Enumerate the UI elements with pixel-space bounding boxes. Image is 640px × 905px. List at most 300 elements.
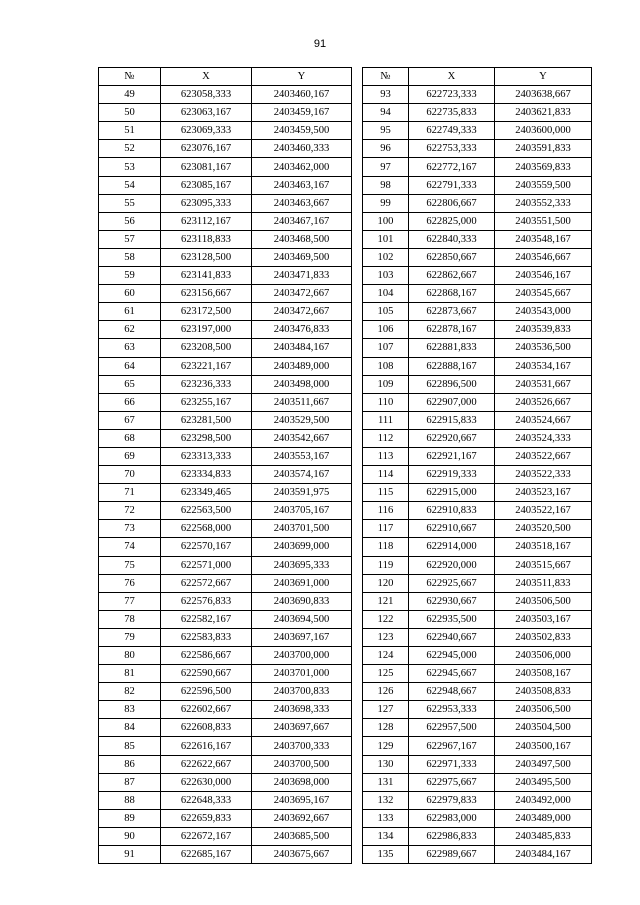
cell-x: 622953,333 — [409, 701, 495, 719]
cell-x: 622967,167 — [409, 737, 495, 755]
cell-x: 623334,833 — [161, 466, 252, 484]
cell-number: 116 — [363, 502, 409, 520]
cell-y: 2403701,500 — [252, 520, 352, 538]
cell-x: 623069,333 — [161, 122, 252, 140]
cell-number: 76 — [99, 574, 161, 592]
cell-x: 622590,667 — [161, 665, 252, 683]
cell-x: 622975,667 — [409, 773, 495, 791]
cell-y: 2403531,667 — [495, 375, 592, 393]
cell-x: 622920,000 — [409, 556, 495, 574]
cell-y: 2403511,667 — [252, 393, 352, 411]
cell-number: 75 — [99, 556, 161, 574]
cell-y: 2403524,667 — [495, 411, 592, 429]
cell-x: 622582,167 — [161, 610, 252, 628]
cell-y: 2403459,167 — [252, 104, 352, 122]
cell-number: 106 — [363, 321, 409, 339]
table-row — [363, 140, 592, 158]
cell-number: 127 — [363, 701, 409, 719]
cell-x: 622630,000 — [161, 773, 252, 791]
cell-number: 93 — [363, 86, 409, 104]
cell-x: 622685,167 — [161, 846, 252, 864]
table-row — [99, 321, 352, 339]
cell-x: 622919,333 — [409, 466, 495, 484]
cell-x: 622571,000 — [161, 556, 252, 574]
cell-number: 99 — [363, 194, 409, 212]
cell-y: 2403462,000 — [252, 158, 352, 176]
cell-number: 81 — [99, 665, 161, 683]
cell-y: 2403534,167 — [495, 357, 592, 375]
cell-number: 61 — [99, 303, 161, 321]
table-row — [363, 610, 592, 628]
cell-x: 622672,167 — [161, 827, 252, 845]
cell-y: 2403484,167 — [495, 846, 592, 864]
cell-x: 623236,333 — [161, 375, 252, 393]
cell-y: 2403553,167 — [252, 447, 352, 465]
cell-number: 54 — [99, 176, 161, 194]
table-row — [363, 393, 592, 411]
table-row — [363, 104, 592, 122]
cell-x: 623118,833 — [161, 230, 252, 248]
table-row — [99, 357, 352, 375]
cell-x: 622648,333 — [161, 791, 252, 809]
table-row — [99, 665, 352, 683]
table-row — [363, 285, 592, 303]
table-row — [363, 194, 592, 212]
cell-y: 2403695,333 — [252, 556, 352, 574]
cell-number: 94 — [363, 104, 409, 122]
coordinates-table-left — [98, 67, 352, 864]
cell-y: 2403698,000 — [252, 773, 352, 791]
cell-y: 2403502,833 — [495, 628, 592, 646]
table-row — [99, 375, 352, 393]
cell-y: 2403574,167 — [252, 466, 352, 484]
cell-number: 70 — [99, 466, 161, 484]
cell-x: 622896,500 — [409, 375, 495, 393]
cell-x: 622989,667 — [409, 846, 495, 864]
cell-number: 72 — [99, 502, 161, 520]
header-number: № — [99, 68, 161, 86]
cell-x: 622791,333 — [409, 176, 495, 194]
table-row — [99, 556, 352, 574]
cell-y: 2403675,667 — [252, 846, 352, 864]
cell-number: 64 — [99, 357, 161, 375]
cell-number: 131 — [363, 773, 409, 791]
table-row — [363, 466, 592, 484]
cell-y: 2403694,500 — [252, 610, 352, 628]
cell-x: 622806,667 — [409, 194, 495, 212]
cell-x: 623281,500 — [161, 411, 252, 429]
cell-number: 115 — [363, 484, 409, 502]
table-row — [363, 122, 592, 140]
cell-y: 2403705,167 — [252, 502, 352, 520]
table-row — [99, 339, 352, 357]
table-row — [99, 737, 352, 755]
cell-y: 2403518,167 — [495, 538, 592, 556]
cell-y: 2403463,167 — [252, 176, 352, 194]
cell-number: 80 — [99, 647, 161, 665]
table-row — [99, 466, 352, 484]
cell-number: 125 — [363, 665, 409, 683]
table-row — [363, 321, 592, 339]
table-row — [363, 303, 592, 321]
table-row — [99, 809, 352, 827]
table-row — [99, 447, 352, 465]
cell-number: 83 — [99, 701, 161, 719]
cell-x: 623095,333 — [161, 194, 252, 212]
cell-number: 98 — [363, 176, 409, 194]
cell-x: 622907,000 — [409, 393, 495, 411]
coordinates-table-right — [362, 67, 592, 864]
cell-y: 2403506,500 — [495, 592, 592, 610]
cell-x: 622915,833 — [409, 411, 495, 429]
cell-number: 122 — [363, 610, 409, 628]
cell-y: 2403522,667 — [495, 447, 592, 465]
cell-number: 126 — [363, 683, 409, 701]
cell-number: 135 — [363, 846, 409, 864]
table-row — [99, 827, 352, 845]
cell-number: 49 — [99, 86, 161, 104]
cell-x: 622659,833 — [161, 809, 252, 827]
cell-number: 82 — [99, 683, 161, 701]
table-row — [363, 520, 592, 538]
table-row — [99, 158, 352, 176]
table-row — [99, 176, 352, 194]
table-row — [99, 140, 352, 158]
cell-y: 2403523,167 — [495, 484, 592, 502]
cell-x: 622622,667 — [161, 755, 252, 773]
cell-x: 622850,667 — [409, 248, 495, 266]
cell-number: 66 — [99, 393, 161, 411]
cell-number: 84 — [99, 719, 161, 737]
table-row — [99, 502, 352, 520]
table-row — [99, 592, 352, 610]
cell-x: 622862,667 — [409, 267, 495, 285]
cell-y: 2403515,667 — [495, 556, 592, 574]
cell-x: 622921,167 — [409, 447, 495, 465]
table-row — [363, 683, 592, 701]
cell-x: 622749,333 — [409, 122, 495, 140]
cell-number: 56 — [99, 212, 161, 230]
cell-y: 2403522,333 — [495, 466, 592, 484]
cell-x: 622881,833 — [409, 339, 495, 357]
cell-number: 133 — [363, 809, 409, 827]
table-row — [99, 719, 352, 737]
cell-y: 2403467,167 — [252, 212, 352, 230]
cell-x: 622772,167 — [409, 158, 495, 176]
table-row — [363, 538, 592, 556]
cell-number: 120 — [363, 574, 409, 592]
cell-number: 100 — [363, 212, 409, 230]
cell-x: 622753,333 — [409, 140, 495, 158]
cell-number: 71 — [99, 484, 161, 502]
cell-y: 2403472,667 — [252, 285, 352, 303]
cell-y: 2403511,833 — [495, 574, 592, 592]
cell-y: 2403542,667 — [252, 429, 352, 447]
cell-x: 622576,833 — [161, 592, 252, 610]
table-row — [363, 592, 592, 610]
cell-x: 623298,500 — [161, 429, 252, 447]
cell-y: 2403492,000 — [495, 791, 592, 809]
header-number: № — [363, 68, 409, 86]
cell-number: 78 — [99, 610, 161, 628]
cell-y: 2403497,500 — [495, 755, 592, 773]
cell-x: 622925,667 — [409, 574, 495, 592]
table-row — [99, 104, 352, 122]
cell-y: 2403484,167 — [252, 339, 352, 357]
cell-number: 63 — [99, 339, 161, 357]
table-row — [363, 665, 592, 683]
cell-number: 58 — [99, 248, 161, 266]
page-number: 91 — [313, 38, 327, 50]
cell-number: 62 — [99, 321, 161, 339]
cell-x: 622920,667 — [409, 429, 495, 447]
cell-x: 622940,667 — [409, 628, 495, 646]
cell-x: 622608,833 — [161, 719, 252, 737]
cell-y: 2403495,500 — [495, 773, 592, 791]
cell-x: 623128,500 — [161, 248, 252, 266]
cell-number: 111 — [363, 411, 409, 429]
cell-y: 2403569,833 — [495, 158, 592, 176]
table-row — [363, 86, 592, 104]
table-row — [99, 755, 352, 773]
cell-x: 622723,333 — [409, 86, 495, 104]
cell-number: 90 — [99, 827, 161, 845]
cell-y: 2403508,833 — [495, 683, 592, 701]
header-y: Y — [495, 68, 592, 86]
table-row — [363, 719, 592, 737]
cell-x: 622986,833 — [409, 827, 495, 845]
cell-y: 2403522,167 — [495, 502, 592, 520]
cell-y: 2403698,333 — [252, 701, 352, 719]
table-row — [99, 538, 352, 556]
cell-y: 2403546,167 — [495, 267, 592, 285]
cell-number: 130 — [363, 755, 409, 773]
cell-y: 2403543,000 — [495, 303, 592, 321]
table-row — [363, 701, 592, 719]
table-row — [363, 846, 592, 864]
cell-number: 129 — [363, 737, 409, 755]
cell-y: 2403701,000 — [252, 665, 352, 683]
cell-x: 623112,167 — [161, 212, 252, 230]
cell-y: 2403559,500 — [495, 176, 592, 194]
cell-number: 52 — [99, 140, 161, 158]
table-row — [363, 628, 592, 646]
cell-number: 107 — [363, 339, 409, 357]
cell-x: 622930,667 — [409, 592, 495, 610]
cell-y: 2403621,833 — [495, 104, 592, 122]
table-row — [99, 683, 352, 701]
header-x: X — [409, 68, 495, 86]
cell-x: 622735,833 — [409, 104, 495, 122]
cell-y: 2403536,500 — [495, 339, 592, 357]
cell-y: 2403463,667 — [252, 194, 352, 212]
cell-x: 623156,667 — [161, 285, 252, 303]
cell-number: 51 — [99, 122, 161, 140]
cell-number: 77 — [99, 592, 161, 610]
table-row — [99, 846, 352, 864]
table-row — [363, 574, 592, 592]
table-row — [99, 429, 352, 447]
cell-y: 2403591,833 — [495, 140, 592, 158]
cell-number: 103 — [363, 267, 409, 285]
cell-number: 132 — [363, 791, 409, 809]
cell-number: 97 — [363, 158, 409, 176]
cell-x: 622915,000 — [409, 484, 495, 502]
cell-number: 118 — [363, 538, 409, 556]
cell-number: 123 — [363, 628, 409, 646]
cell-y: 2403476,833 — [252, 321, 352, 339]
cell-y: 2403459,500 — [252, 122, 352, 140]
cell-x: 622570,167 — [161, 538, 252, 556]
cell-number: 89 — [99, 809, 161, 827]
cell-y: 2403697,167 — [252, 628, 352, 646]
cell-y: 2403524,333 — [495, 429, 592, 447]
cell-y: 2403700,333 — [252, 737, 352, 755]
table-row — [363, 647, 592, 665]
cell-x: 623172,500 — [161, 303, 252, 321]
table-row — [99, 520, 352, 538]
cell-x: 622910,667 — [409, 520, 495, 538]
cell-x: 623255,167 — [161, 393, 252, 411]
table-row — [363, 212, 592, 230]
cell-y: 2403546,667 — [495, 248, 592, 266]
table-row — [99, 248, 352, 266]
cell-y: 2403638,667 — [495, 86, 592, 104]
table-row — [99, 411, 352, 429]
table-header-row — [363, 68, 592, 86]
cell-x: 622583,833 — [161, 628, 252, 646]
cell-number: 105 — [363, 303, 409, 321]
cell-number: 128 — [363, 719, 409, 737]
cell-y: 2403508,167 — [495, 665, 592, 683]
cell-y: 2403700,500 — [252, 755, 352, 773]
cell-y: 2403460,167 — [252, 86, 352, 104]
cell-x: 623063,167 — [161, 104, 252, 122]
cell-x: 622935,500 — [409, 610, 495, 628]
cell-y: 2403591,975 — [252, 484, 352, 502]
cell-y: 2403503,167 — [495, 610, 592, 628]
table-row — [363, 339, 592, 357]
cell-y: 2403504,500 — [495, 719, 592, 737]
table-row — [99, 285, 352, 303]
cell-number: 119 — [363, 556, 409, 574]
cell-y: 2403489,000 — [495, 809, 592, 827]
cell-y: 2403545,667 — [495, 285, 592, 303]
table-row — [363, 267, 592, 285]
cell-number: 65 — [99, 375, 161, 393]
cell-y: 2403552,333 — [495, 194, 592, 212]
cell-y: 2403468,500 — [252, 230, 352, 248]
table-row — [99, 393, 352, 411]
cell-number: 88 — [99, 791, 161, 809]
cell-x: 623058,333 — [161, 86, 252, 104]
cell-number: 68 — [99, 429, 161, 447]
cell-x: 623076,167 — [161, 140, 252, 158]
table-row — [99, 610, 352, 628]
cell-y: 2403485,833 — [495, 827, 592, 845]
table-row — [363, 411, 592, 429]
table-row — [99, 212, 352, 230]
cell-number: 101 — [363, 230, 409, 248]
cell-y: 2403489,000 — [252, 357, 352, 375]
table-header-row — [99, 68, 352, 86]
cell-x: 622983,000 — [409, 809, 495, 827]
table-row — [363, 158, 592, 176]
table-row — [363, 357, 592, 375]
cell-number: 112 — [363, 429, 409, 447]
table-row — [363, 773, 592, 791]
cell-x: 622586,667 — [161, 647, 252, 665]
table-row — [363, 375, 592, 393]
cell-x: 622568,000 — [161, 520, 252, 538]
cell-x: 622914,000 — [409, 538, 495, 556]
cell-x: 622873,667 — [409, 303, 495, 321]
cell-number: 69 — [99, 447, 161, 465]
cell-x: 623085,167 — [161, 176, 252, 194]
cell-y: 2403691,000 — [252, 574, 352, 592]
cell-y: 2403695,167 — [252, 791, 352, 809]
cell-x: 622979,833 — [409, 791, 495, 809]
cell-number: 74 — [99, 538, 161, 556]
table-row — [99, 86, 352, 104]
cell-x: 623208,500 — [161, 339, 252, 357]
cell-x: 623221,167 — [161, 357, 252, 375]
table-row — [363, 429, 592, 447]
table-row — [363, 230, 592, 248]
cell-x: 622971,333 — [409, 755, 495, 773]
cell-x: 623349,465 — [161, 484, 252, 502]
table-row — [99, 303, 352, 321]
cell-y: 2403690,833 — [252, 592, 352, 610]
cell-number: 86 — [99, 755, 161, 773]
cell-x: 622957,500 — [409, 719, 495, 737]
cell-number: 91 — [99, 846, 161, 864]
table-row — [99, 647, 352, 665]
table-row — [363, 484, 592, 502]
cell-y: 2403460,333 — [252, 140, 352, 158]
cell-x: 622868,167 — [409, 285, 495, 303]
cell-number: 53 — [99, 158, 161, 176]
cell-number: 113 — [363, 447, 409, 465]
cell-x: 622596,500 — [161, 683, 252, 701]
table-row — [363, 737, 592, 755]
cell-number: 114 — [363, 466, 409, 484]
cell-x: 622945,667 — [409, 665, 495, 683]
cell-y: 2403500,167 — [495, 737, 592, 755]
table-row — [363, 556, 592, 574]
cell-number: 121 — [363, 592, 409, 610]
cell-x: 622840,333 — [409, 230, 495, 248]
table-row — [99, 574, 352, 592]
cell-y: 2403699,000 — [252, 538, 352, 556]
cell-x: 622825,000 — [409, 212, 495, 230]
cell-y: 2403685,500 — [252, 827, 352, 845]
cell-y: 2403529,500 — [252, 411, 352, 429]
cell-x: 622572,667 — [161, 574, 252, 592]
cell-y: 2403526,667 — [495, 393, 592, 411]
cell-x: 622910,833 — [409, 502, 495, 520]
cell-number: 57 — [99, 230, 161, 248]
cell-x: 622616,167 — [161, 737, 252, 755]
cell-y: 2403506,000 — [495, 647, 592, 665]
cell-y: 2403498,000 — [252, 375, 352, 393]
cell-number: 55 — [99, 194, 161, 212]
table-row — [363, 502, 592, 520]
cell-x: 622888,167 — [409, 357, 495, 375]
table-row — [99, 230, 352, 248]
cell-number: 108 — [363, 357, 409, 375]
cell-number: 102 — [363, 248, 409, 266]
